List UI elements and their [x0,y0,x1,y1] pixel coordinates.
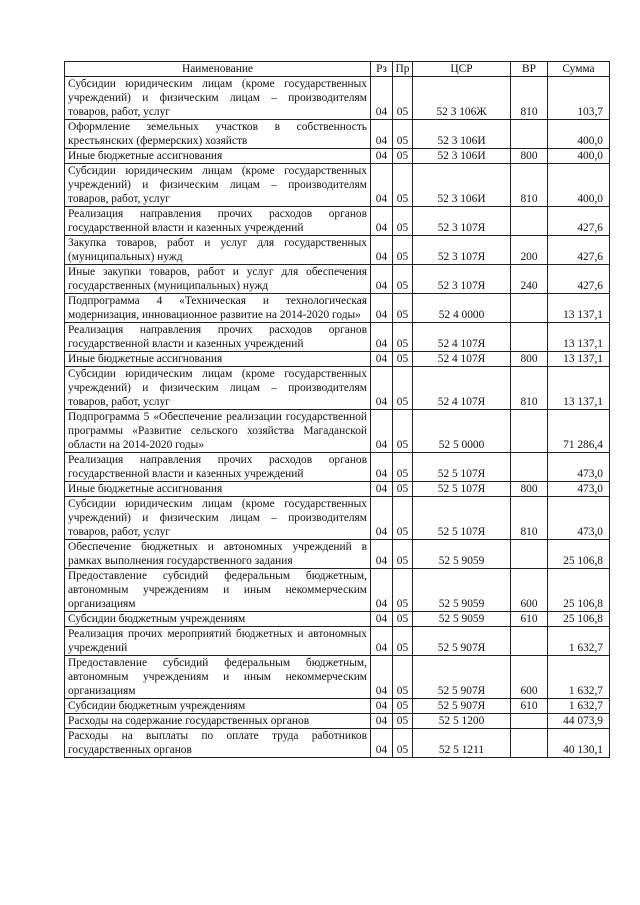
row-csr: 52 3 106И [413,149,511,164]
row-vr: 800 [511,352,548,367]
row-sum: 427,6 [548,265,610,294]
row-rz: 04 [371,352,393,367]
row-csr: 52 5 1211 [413,729,511,758]
row-sum: 427,6 [548,236,610,265]
row-name: Субсидии юридическим лицам (кроме государственных учреждений) и физическим лицам – производителям товаров, работ, услуг [65,77,371,120]
row-vr: 810 [511,367,548,410]
row-pr: 05 [393,164,413,207]
table-row [65,352,610,367]
row-rz: 04 [371,627,393,656]
row-pr: 05 [393,323,413,352]
row-vr: 800 [511,149,548,164]
row-rz: 04 [371,236,393,265]
row-pr: 05 [393,77,413,120]
row-pr: 05 [393,265,413,294]
table-row [65,323,610,352]
row-sum: 473,0 [548,497,610,540]
row-pr: 05 [393,367,413,410]
row-csr: 52 3 106И [413,164,511,207]
row-sum: 1 632,7 [548,699,610,714]
row-sum: 400,0 [548,149,610,164]
row-pr: 05 [393,569,413,612]
row-csr: 52 5 9059 [413,540,511,569]
row-pr: 05 [393,714,413,729]
row-csr: 52 4 0000 [413,294,511,323]
row-vr: 610 [511,699,548,714]
table-row [65,627,610,656]
row-name: Предоставление субсидий федеральным бюджетным, автономным учреждениям и иным некоммерческим организациям [65,569,371,612]
row-pr: 05 [393,699,413,714]
row-rz: 04 [371,164,393,207]
row-vr [511,627,548,656]
table-row [65,164,610,207]
row-name: Иные бюджетные ассигнования [65,352,371,367]
row-csr: 52 5 9059 [413,569,511,612]
row-rz: 04 [371,207,393,236]
row-pr: 05 [393,207,413,236]
table-body [65,77,610,758]
row-pr: 05 [393,453,413,482]
table-row [65,540,610,569]
row-vr [511,323,548,352]
row-pr: 05 [393,729,413,758]
row-vr [511,540,548,569]
header-vr: ВР [511,62,548,77]
row-vr: 800 [511,482,548,497]
row-sum: 71 286,4 [548,410,610,453]
row-name: Закупка товаров, работ и услуг для государственных (муниципальных) нужд [65,236,371,265]
row-name: Реализация направления прочих расходов органов государственной власти и казенных учреждений [65,323,371,352]
row-pr: 05 [393,149,413,164]
row-name: Субсидии юридическим лицам (кроме государственных учреждений) и физическим лицам – производителям товаров, работ, услуг [65,497,371,540]
row-pr: 05 [393,410,413,453]
table-row [65,149,610,164]
row-vr: 810 [511,497,548,540]
row-sum: 25 106,8 [548,540,610,569]
row-sum: 400,0 [548,120,610,149]
header-rz: Рз [371,62,393,77]
row-csr: 52 4 107Я [413,367,511,410]
row-rz: 04 [371,367,393,410]
row-pr: 05 [393,236,413,265]
row-csr: 52 3 107Я [413,265,511,294]
row-rz: 04 [371,714,393,729]
row-rz: 04 [371,323,393,352]
row-csr: 52 5 1200 [413,714,511,729]
table-row [65,453,610,482]
row-rz: 04 [371,497,393,540]
table-row [65,482,610,497]
row-pr: 05 [393,612,413,627]
row-vr: 810 [511,164,548,207]
budget-document [64,61,609,758]
row-csr: 52 5 907Я [413,656,511,699]
row-csr: 52 5 0000 [413,410,511,453]
row-csr: 52 5 107Я [413,497,511,540]
row-name: Подпрограмма 5 «Обеспечение реализации государственной программы «Развитие сельского хозяйства Магаданской области на 2014-2020 годы» [65,410,371,453]
table-row [65,714,610,729]
row-sum: 25 106,8 [548,612,610,627]
table-row [65,265,610,294]
row-csr: 52 4 107Я [413,323,511,352]
row-vr [511,729,548,758]
row-name: Реализация направления прочих расходов органов государственной власти и казенных учреждений [65,453,371,482]
table-row [65,569,610,612]
row-rz: 04 [371,410,393,453]
table-row [65,367,610,410]
row-sum: 13 137,1 [548,367,610,410]
row-name: Реализация прочих мероприятий бюджетных и автономных учреждений [65,627,371,656]
row-rz: 04 [371,569,393,612]
row-rz: 04 [371,482,393,497]
row-name: Обеспечение бюджетных и автономных учреждений в рамках выполнения государственного задания [65,540,371,569]
row-rz: 04 [371,149,393,164]
row-vr [511,714,548,729]
table-row [65,410,610,453]
row-rz: 04 [371,453,393,482]
header-pr: Пр [393,62,413,77]
row-csr: 52 5 107Я [413,453,511,482]
row-vr: 600 [511,656,548,699]
header-name: Наименование [65,62,371,77]
row-sum: 103,7 [548,77,610,120]
row-pr: 05 [393,482,413,497]
row-csr: 52 5 9059 [413,612,511,627]
table-row [65,656,610,699]
row-rz: 04 [371,294,393,323]
row-csr: 52 3 107Я [413,236,511,265]
row-rz: 04 [371,265,393,294]
row-name: Подпрограмма 4 «Техническая и технологическая модернизация, инновационное развитие на 2014-2020 годы» [65,294,371,323]
row-vr [511,410,548,453]
table-row [65,120,610,149]
row-sum: 13 137,1 [548,294,610,323]
row-sum: 473,0 [548,453,610,482]
row-rz: 04 [371,729,393,758]
row-rz: 04 [371,656,393,699]
row-csr: 52 5 907Я [413,627,511,656]
row-pr: 05 [393,627,413,656]
row-vr [511,294,548,323]
row-vr: 810 [511,77,548,120]
row-vr: 240 [511,265,548,294]
row-name: Иные закупки товаров, работ и услуг для обеспечения государственных (муниципальных) нужд [65,265,371,294]
row-vr [511,207,548,236]
row-name: Расходы на содержание государственных органов [65,714,371,729]
row-pr: 05 [393,120,413,149]
row-csr: 52 3 106И [413,120,511,149]
row-name: Субсидии бюджетным учреждениям [65,699,371,714]
table-row [65,497,610,540]
budget-table [64,61,610,758]
row-vr: 610 [511,612,548,627]
row-name: Оформление земельных участков в собственность крестьянских (фермерских) хозяйств [65,120,371,149]
row-name: Иные бюджетные ассигнования [65,482,371,497]
row-csr: 52 5 107Я [413,482,511,497]
row-pr: 05 [393,497,413,540]
row-pr: 05 [393,294,413,323]
row-pr: 05 [393,352,413,367]
row-sum: 427,6 [548,207,610,236]
row-name: Реализация направления прочих расходов органов государственной власти и казенных учреждений [65,207,371,236]
row-vr [511,120,548,149]
row-csr: 52 3 107Я [413,207,511,236]
table-row [65,612,610,627]
row-sum: 25 106,8 [548,569,610,612]
table-row [65,236,610,265]
header-csr: ЦСР [413,62,511,77]
row-sum: 1 632,7 [548,656,610,699]
row-rz: 04 [371,77,393,120]
table-row [65,294,610,323]
row-name: Субсидии бюджетным учреждениям [65,612,371,627]
row-sum: 473,0 [548,482,610,497]
row-csr: 52 5 907Я [413,699,511,714]
row-vr: 200 [511,236,548,265]
row-pr: 05 [393,540,413,569]
table-row [65,77,610,120]
row-sum: 1 632,7 [548,627,610,656]
row-rz: 04 [371,699,393,714]
row-name: Расходы на выплаты по оплате труда работников государственных органов [65,729,371,758]
row-vr: 600 [511,569,548,612]
row-csr: 52 4 107Я [413,352,511,367]
table-header-row [65,62,610,77]
row-sum: 40 130,1 [548,729,610,758]
header-sum: Сумма [548,62,610,77]
row-name: Субсидии юридическим лицам (кроме государственных учреждений) и физическим лицам – производителям товаров, работ, услуг [65,164,371,207]
row-sum: 13 137,1 [548,352,610,367]
row-name: Иные бюджетные ассигнования [65,149,371,164]
row-sum: 44 073,9 [548,714,610,729]
row-csr: 52 3 106Ж [413,77,511,120]
row-name: Субсидии юридическим лицам (кроме государственных учреждений) и физическим лицам – производителям товаров, работ, услуг [65,367,371,410]
table-row [65,699,610,714]
row-vr [511,453,548,482]
table-row [65,729,610,758]
row-name: Предоставление субсидий федеральным бюджетным, автономным учреждениям и иным некоммерческим организациям [65,656,371,699]
row-sum: 400,0 [548,164,610,207]
row-rz: 04 [371,540,393,569]
row-pr: 05 [393,656,413,699]
row-rz: 04 [371,612,393,627]
row-rz: 04 [371,120,393,149]
row-sum: 13 137,1 [548,323,610,352]
table-row [65,207,610,236]
